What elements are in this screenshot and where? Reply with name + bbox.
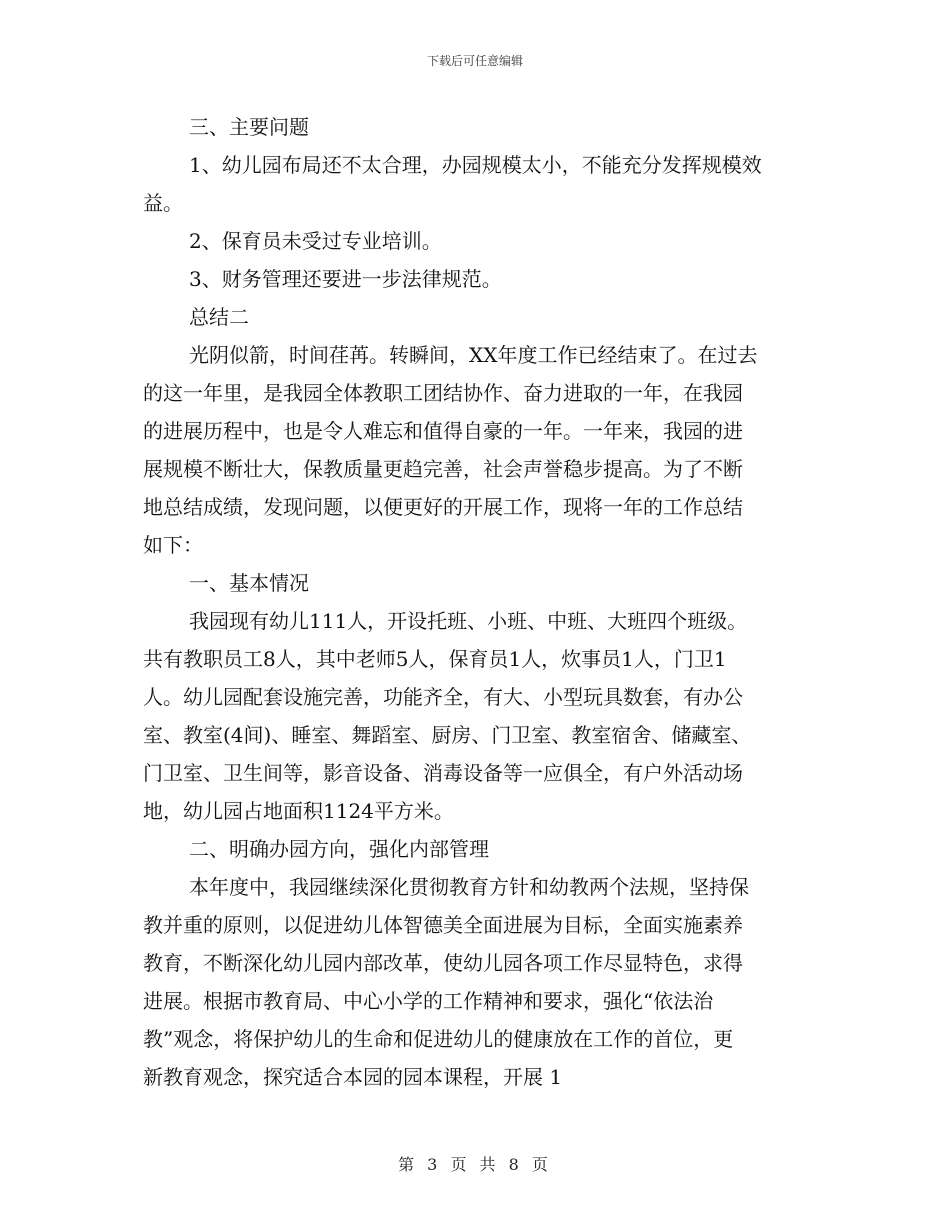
text-line: 3、财务管理还要进一步法律规范。 [189,267,502,291]
text-line: 新教育观念，探究适合本园的园本课程，开展 1 [143,1065,563,1089]
text-line: 的进展历程中，也是令人难忘和值得自豪的一年。一年来，我园的进 [143,419,743,443]
text-line: 三、主要问题 [189,115,309,139]
text-line: 一、基本情况 [189,571,309,595]
text-line: 进展。根据市教育局、中心小学的工作精神和要求，强化“依法治 [143,989,714,1013]
text-line: 益。 [143,191,183,215]
page-header: 下载后可任意编辑 [426,54,523,68]
page-number-footer: 第 3 页 共 8 页 [398,1155,552,1174]
text-line: 室、教室(4间)、睡室、舞蹈室、厨房、门卫室、教室宿舍、储藏室、 [143,723,752,747]
document-body [143,108,807,1096]
text-line: 的这一年里，是我园全体教职工团结协作、奋力进取的一年，在我园 [143,381,743,405]
text-line: 如下： [143,533,203,557]
text-line: 1、幼儿园布局还不太合理，办园规模太小，不能充分发挥规模效 [189,153,762,177]
text-line: 二、明确办园方向，强化内部管理 [189,837,489,861]
text-line: 教”观念，将保护幼儿的生命和促进幼儿的健康放在工作的首位，更 [143,1027,734,1051]
text-line: 我园现有幼儿111人，开设托班、小班、中班、大班四个班级。 [189,609,748,633]
text-line: 总结二 [189,305,249,329]
text-line: 地总结成绩，发现问题，以便更好的开展工作，现将一年的工作总结 [143,495,743,519]
text-line: 展规模不断壮大，保教质量更趋完善，社会声誉稳步提高。为了不断 [143,457,743,481]
text-line: 光阴似箭，时间荏苒。转瞬间，XX年度工作已经结束了。在过去 [189,343,758,367]
text-line: 教并重的原则，以促进幼儿体智德美全面进展为目标，全面实施素养 [143,913,743,937]
text-line: 门卫室、卫生间等，影音设备、消毒设备等一应俱全，有户外活动场 [143,761,743,785]
text-line: 人。幼儿园配套设施完善，功能齐全，有大、小型玩具数套，有办公 [143,685,743,709]
text-line: 本年度中，我园继续深化贯彻教育方针和幼教两个法规，坚持保 [189,875,749,899]
text-line: 教育，不断深化幼儿园内部改革，使幼儿园各项工作尽显特色，求得 [143,951,743,975]
text-line: 2、保育员未受过专业培训。 [189,229,442,253]
text-line: 地，幼儿园占地面积1124平方米。 [143,799,454,823]
text-line: 共有教职员工8人，其中老师5人，保育员1人，炊事员1人，门卫1 [143,647,727,671]
